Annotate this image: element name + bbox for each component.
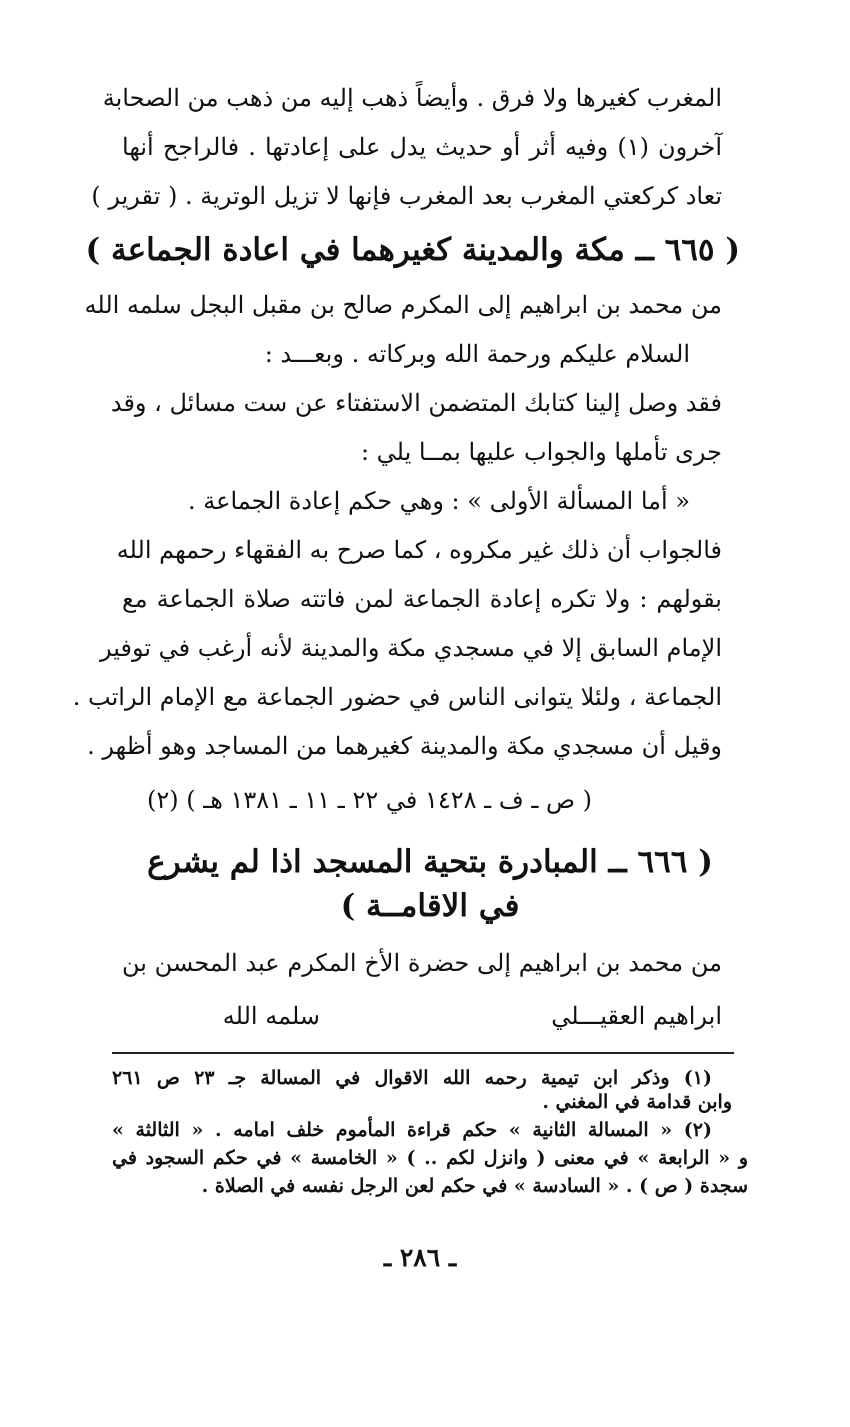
reference-line: ( ص ـ ف ـ ١٤٢٨ في ٢٢ ـ ١١ ـ ١٣٨١ هـ ) (٢) bbox=[146, 786, 592, 814]
body-line: المغرب كغيرها ولا فرق . وأيضاً ذهب إليه من ذهب من الصحابة bbox=[102, 84, 722, 112]
body-line: الإمام السابق إلا في مسجدي مكة والمدينة لأنه أرغب في توفير bbox=[100, 634, 722, 662]
footnote-line: سجدة ( ص ) . « السادسة » في حكم لعن الرجل نفسه في الصلاة . bbox=[201, 1175, 748, 1197]
body-line: الجماعة ، ولئلا يتوانى الناس في حضور الجماعة مع الإمام الراتب . bbox=[72, 683, 722, 711]
footnote-line: (١) وذكر ابن تيمية رحمه الله الاقوال في المسالة جـ ٢٣ ص ٢٦١ bbox=[112, 1067, 712, 1089]
footnote-line: (٢) « المسالة الثانية » حكم قراءة المأموم خلف امامه . « الثالثة » bbox=[112, 1119, 712, 1141]
body-line: وقيل أن مسجدي مكة والمدينة كغيرهما من المساجد وهو أظهر . bbox=[87, 732, 722, 760]
section-heading-665: ( ٦٦٥ ــ مكة والمدينة كغيرهما في اعادة الجماعة ) bbox=[85, 232, 740, 268]
footnote-line: وابن قدامة في المغني . bbox=[542, 1091, 732, 1113]
letter-from-line: من محمد بن ابراهيم إلى حضرة الأخ المكرم عبد المحسن بن bbox=[122, 949, 722, 977]
body-line: آخرون (١) وفيه أثر أو حديث يدل على إعادتها . فالراجح أنها bbox=[122, 133, 722, 161]
question-line: « أما المسألة الأولى » : وهي حكم إعادة الجماعة . bbox=[188, 487, 690, 515]
body-line: فالجواب أن ذلك غير مكروه ، كما صرح به الفقهاء رحمهم الله bbox=[116, 536, 722, 564]
page-number: ـ ٢٨٦ ـ bbox=[383, 1243, 457, 1272]
footnote-divider bbox=[112, 1052, 734, 1054]
body-line: بقولهم : ولا تكره إعادة الجماعة لمن فاتته صلاة الجماعة مع bbox=[122, 585, 722, 613]
greeting-line: السلام عليكم ورحمة الله وبركاته . وبعـــد : bbox=[264, 340, 690, 368]
addressee-name: ابراهيم العقيـــلي bbox=[551, 1002, 722, 1030]
section-heading-666: ( ٦٦٦ ــ المبادرة بتحية المسجد اذا لم يشرع bbox=[147, 844, 713, 880]
salutation: سلمه الله bbox=[222, 1002, 320, 1030]
body-line: فقد وصل إلينا كتابك المتضمن الاستفتاء عن ست مسائل ، وقد bbox=[110, 389, 722, 417]
body-line: تعاد كركعتي المغرب بعد المغرب فإنها لا تزيل الوترية . ( تقرير ) bbox=[91, 182, 722, 210]
letter-from-line: من محمد بن ابراهيم إلى المكرم صالح بن مقبل البجل سلمه الله bbox=[84, 291, 722, 319]
section-heading-666-continued: في الاقامــة ) bbox=[340, 888, 520, 924]
body-line: جرى تأملها والجواب عليها بمــا يلي : bbox=[360, 438, 722, 466]
footnote-line: و « الرابعة » في معنى ( وانزل لكم .. ) « الخامسة » في حكم السجود في bbox=[112, 1147, 748, 1169]
